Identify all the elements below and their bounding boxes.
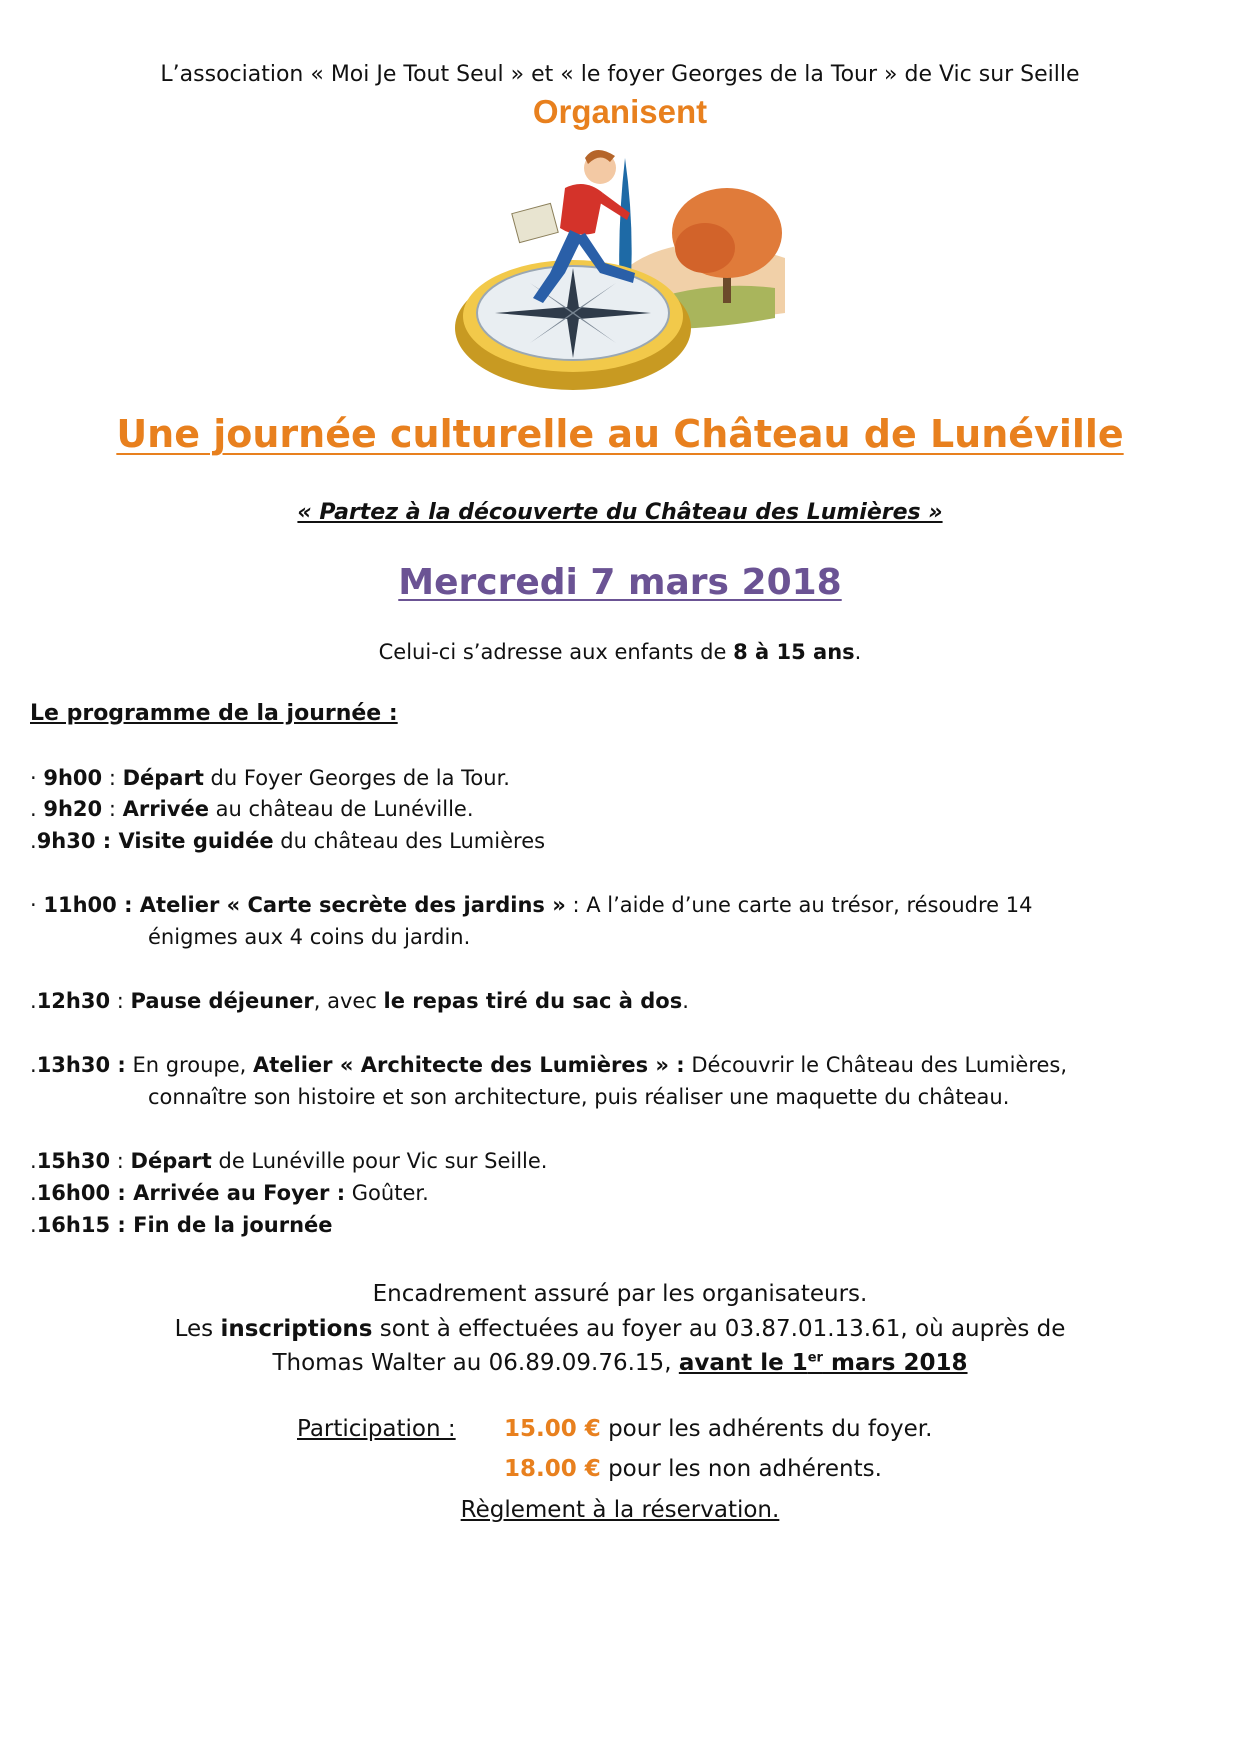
event-subtitle: « Partez à la découverte du Château des Lumières »: [297, 500, 943, 525]
price-non-members: 18.00 € pour les non adhérents.: [504, 1456, 882, 1482]
program-heading: Le programme de la journée :: [30, 701, 398, 726]
program-item: .15h30 : Départ de Lunéville pour Vic sur Seille.: [30, 1149, 548, 1173]
program-item: . 9h20 : Arrivée au château de Lunéville.: [30, 797, 474, 821]
supervision-line: Encadrement assuré par les organisateurs.: [372, 1281, 868, 1307]
program-item: · 11h00 : Atelier « Carte secrète des jardins » : A l’aide d’une carte au trésor, résoudre 14: [30, 893, 1033, 917]
program-item: .16h00 : Arrivée au Foyer : Goûter.: [30, 1181, 429, 1205]
program-item-continuation: connaître son histoire et son architecture, puis réaliser une maquette du château.: [148, 1085, 1010, 1109]
program-item: .16h15 : Fin de la journée: [30, 1213, 333, 1237]
program-item-continuation: énigmes aux 4 coins du jardin.: [148, 925, 471, 949]
program-item: · 9h00 : Départ du Foyer Georges de la Tour.: [30, 766, 510, 790]
program-item: .13h30 : En groupe, Atelier « Architecte des Lumières » : Découvrir le Château des Lumières,: [30, 1053, 1068, 1077]
payment-note: Règlement à la réservation.: [460, 1497, 780, 1523]
organizers-line: L’association « Moi Je Tout Seul » et « le foyer Georges de la Tour » de Vic sur Seille: [160, 62, 1080, 87]
event-date: Mercredi 7 mars 2018: [398, 562, 842, 603]
contact-line: Thomas Walter au 06.89.09.76.15, avant le 1er mars 2018: [272, 1350, 968, 1376]
price-members: 15.00 € pour les adhérents du foyer.: [504, 1416, 933, 1442]
program-item: .12h30 : Pause déjeuner, avec le repas tiré du sac à dos.: [30, 989, 689, 1013]
registration-line: Les inscriptions sont à effectuées au foyer au 03.87.01.13.61, où auprès de: [174, 1316, 1066, 1342]
organisent-heading: Organisent: [532, 93, 708, 130]
participation-label: Participation :: [297, 1416, 456, 1442]
boy-running-on-compass-icon: [455, 138, 790, 403]
audience-line: Celui-ci s’adresse aux enfants de 8 à 15 ans.: [378, 640, 862, 664]
event-title: Une journée culturelle au Château de Lunéville: [116, 412, 1124, 456]
program-item: .9h30 : Visite guidée du château des Lumières: [30, 829, 546, 853]
